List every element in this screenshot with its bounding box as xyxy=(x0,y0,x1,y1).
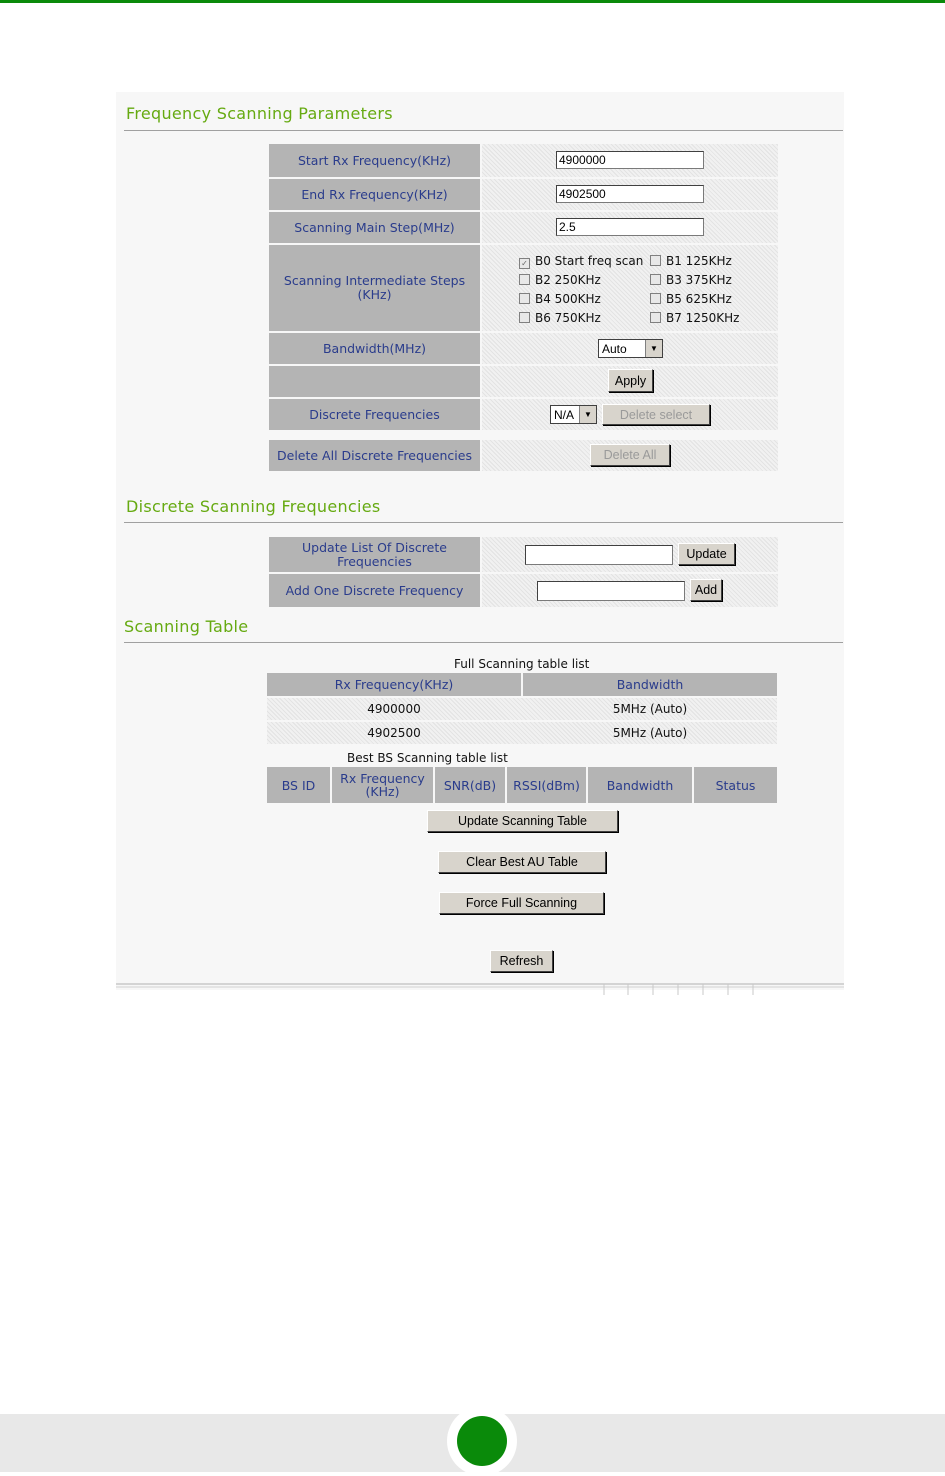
intermediate-step-checkbox[interactable] xyxy=(519,311,601,325)
intermediate-step-label: B6 750KHz xyxy=(535,311,601,325)
intermediate-step-checkbox[interactable] xyxy=(519,292,601,306)
add-one-discrete-frequency-label: Add One Discrete Frequency xyxy=(269,574,480,607)
best-table-header-rx-frequency: Rx Frequency (KHz) xyxy=(332,767,433,803)
clear-best-au-table-button[interactable]: Clear Best AU Table xyxy=(438,851,606,873)
table-cell-bandwidth: 5MHz (Auto) xyxy=(612,726,688,740)
table-cell-bandwidth: 5MHz (Auto) xyxy=(612,702,688,716)
best-table-header-bandwidth: Bandwidth xyxy=(588,767,692,803)
update-scanning-table-button[interactable]: Update Scanning Table xyxy=(427,810,618,832)
delete-all-discrete-frequencies-label: Delete All Discrete Frequencies xyxy=(269,440,480,471)
chevron-down-icon[interactable]: ▼ xyxy=(579,406,596,423)
bandwidth-select-value: Auto xyxy=(602,342,627,356)
section-title-scanning-table: Scanning Table xyxy=(124,617,249,636)
bandwidth-select[interactable] xyxy=(598,339,663,358)
table-cell-rx-frequency: 4900000 xyxy=(367,702,421,716)
checkbox-icon[interactable] xyxy=(519,274,530,285)
intermediate-step-checkbox[interactable] xyxy=(519,273,601,287)
apply-row-label xyxy=(269,366,480,397)
checkbox-icon[interactable] xyxy=(519,312,530,323)
intermediate-step-label: B1 125KHz xyxy=(666,254,732,268)
apply-button[interactable]: Apply xyxy=(608,369,653,392)
panel-bottom-border xyxy=(116,980,844,994)
checkbox-icon[interactable] xyxy=(650,293,661,304)
discrete-frequencies-select[interactable] xyxy=(550,405,597,424)
start-rx-frequency-label: Start Rx Frequency(KHz) xyxy=(269,144,480,177)
full-scanning-table-caption: Full Scanning table list xyxy=(454,657,590,671)
add-one-discrete-frequency-input[interactable] xyxy=(537,581,685,601)
checkbox-checked-icon[interactable]: ✓ xyxy=(519,258,530,269)
intermediate-step-checkbox[interactable] xyxy=(519,254,643,269)
intermediate-step-label: B0 Start freq scan xyxy=(535,254,644,268)
start-rx-frequency-input[interactable] xyxy=(556,151,704,169)
update-button[interactable]: Update xyxy=(678,543,735,565)
checkbox-icon[interactable] xyxy=(650,255,661,266)
force-full-scanning-button[interactable]: Force Full Scanning xyxy=(439,892,604,914)
section-divider xyxy=(124,522,843,523)
delete-all-button[interactable]: Delete All xyxy=(590,444,670,466)
top-accent-line xyxy=(0,0,945,3)
intermediate-step-checkbox[interactable] xyxy=(650,254,732,268)
discrete-frequencies-label: Discrete Frequencies xyxy=(269,399,480,430)
full-table-header-bandwidth: Bandwidth xyxy=(523,673,777,696)
bandwidth-label: Bandwidth(MHz) xyxy=(269,333,480,364)
intermediate-step-label: B3 375KHz xyxy=(666,273,732,287)
intermediate-step-checkbox[interactable] xyxy=(650,273,732,287)
intermediate-step-label: B5 625KHz xyxy=(666,292,732,306)
refresh-button[interactable]: Refresh xyxy=(490,950,553,972)
section-title-discrete-scanning-frequencies: Discrete Scanning Frequencies xyxy=(126,497,381,516)
checkbox-icon[interactable] xyxy=(650,312,661,323)
add-button[interactable]: Add xyxy=(690,579,722,601)
footer-badge xyxy=(447,1406,517,1476)
best-bs-scanning-table-caption: Best BS Scanning table list xyxy=(347,751,508,765)
intermediate-step-checkbox[interactable] xyxy=(650,311,739,325)
checkbox-icon[interactable] xyxy=(650,274,661,285)
panel-bottom-border-lines xyxy=(116,981,844,995)
intermediate-step-label: B2 250KHz xyxy=(535,273,601,287)
update-list-discrete-frequencies-label: Update List Of Discrete Frequencies xyxy=(269,537,480,572)
chevron-down-icon[interactable]: ▼ xyxy=(645,340,662,357)
section-divider xyxy=(124,130,843,131)
full-table-header-rx-frequency: Rx Frequency(KHz) xyxy=(267,673,521,696)
scanning-main-step-label: Scanning Main Step(MHz) xyxy=(269,212,480,243)
checkbox-icon[interactable] xyxy=(519,293,530,304)
best-table-header-rssi: RSSI(dBm) xyxy=(507,767,586,803)
section-divider xyxy=(124,642,843,643)
end-rx-frequency-label: End Rx Frequency(KHz) xyxy=(269,179,480,210)
intermediate-step-label: B7 1250KHz xyxy=(666,311,740,325)
intermediate-step-label: B4 500KHz xyxy=(535,292,601,306)
delete-select-button[interactable]: Delete select xyxy=(602,404,710,425)
update-list-input[interactable] xyxy=(525,545,673,565)
scanning-main-step-input[interactable] xyxy=(556,218,704,236)
best-table-header-status: Status xyxy=(694,767,777,803)
end-rx-frequency-input[interactable] xyxy=(556,185,704,203)
scanning-intermediate-steps-label: Scanning Intermediate Steps (KHz) xyxy=(269,245,480,331)
green-circle-icon xyxy=(457,1416,507,1466)
table-cell-rx-frequency: 4902500 xyxy=(367,726,421,740)
intermediate-step-checkbox[interactable] xyxy=(650,292,732,306)
best-table-header-bs-id: BS ID xyxy=(267,767,330,803)
best-table-header-snr: SNR(dB) xyxy=(435,767,505,803)
section-title-frequency-scanning-parameters: Frequency Scanning Parameters xyxy=(126,104,393,123)
discrete-frequencies-select-value: N/A xyxy=(554,408,575,422)
